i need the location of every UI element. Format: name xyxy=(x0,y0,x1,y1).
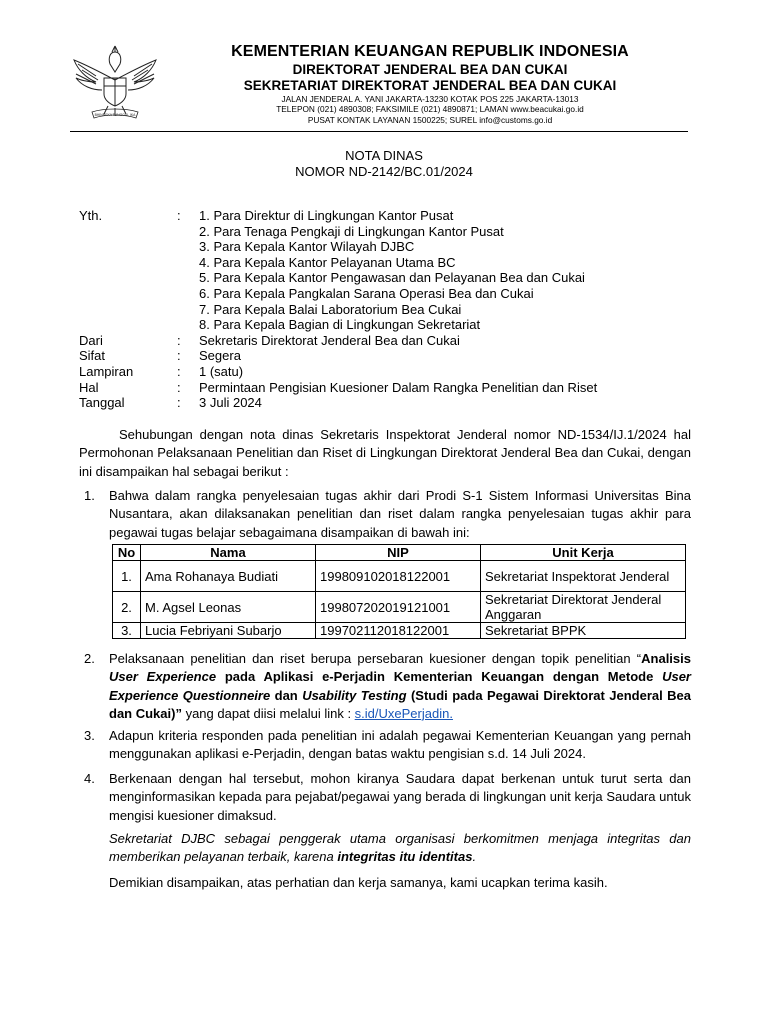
recipient-item: 2. Para Tenaga Pengkaji di Lingkungan Kantor Pusat xyxy=(199,223,504,239)
meta-row-lampiran: Lampiran : 1 (satu) xyxy=(79,363,244,379)
list-item-1: 1. Bahwa dalam rangka penyelesaian tugas akhir dari Prodi S-1 Sistem Informasi Universitas Bina Nusantara, akan dilaksanakan penelitian dan riset dalam rangka penyelesaian tugas akhir para pegawai tugas belajar sebagaimana disampaikan di bawah ini: xyxy=(84,488,691,540)
motto-paragraph: Sekretariat DJBC sebagai penggerak utama organisasi berkomitmen menjaga integritas dan memberikan pelayanan terbaik, karena integritas itu identitas. xyxy=(109,831,691,865)
phone-info: TELEPON (021) 4890308; FAKSIMILE (021) 4890871; LAMAN www.beacukai.go.id xyxy=(276,104,584,115)
table-header-row xyxy=(113,545,686,561)
list-item-4: 4. Berkenaan dengan hal tersebut, mohon kiranya Saudara dapat berkenan untuk turut serta dan menginformasikan kepada para pejabat/pegawai yang berada di lingkungan unit kerja Saudara untuk mengisi kuesioner dimaksud. xyxy=(84,771,691,823)
questionnaire-link[interactable]: s.id/UxePerjadin. xyxy=(354,705,453,721)
svg-text:BHINNEKA TUNGGAL IKA: BHINNEKA TUNGGAL IKA xyxy=(94,113,136,117)
directorate-name: DIREKTORAT JENDERAL BEA DAN CUKAI xyxy=(292,62,568,77)
col-header-nip: NIP xyxy=(316,545,481,561)
recipient-item: 3. Para Kepala Kantor Wilayah DJBC xyxy=(199,239,415,255)
secretariat-name: SEKRETARIAT DIREKTORAT JENDERAL BEA DAN CUKAI xyxy=(243,78,617,93)
recipient-list xyxy=(199,208,699,333)
meta-row-yth: Yth. : 1. Para Direktur di Lingkungan Kantor Pusat 2. Para Tenaga Pengkaji di Lingkungan Kantor Pusat 3. Para Kepala Kantor Wilayah DJBC 4. Para Kepala Kantor Pelayanan Utama BC 5. Para Kepala Kantor Pengawasan dan Pelayanan Bea dan Cukai 6. Para Kepala Pangkalan Sarana Operasi Bea dan Cukai 7. Para Kepala Balai Laboratorium Bea Cukai 8. Para Kepala Bagian di Lingkungan Sekretariat xyxy=(79,208,699,333)
address: JALAN JENDERAL A. YANI JAKARTA-13230 KOTAK POS 225 JAKARTA-13013 xyxy=(281,94,579,104)
meta-row-dari: Dari : Sekretaris Direktorat Jenderal Bea dan Cukai xyxy=(79,332,460,348)
ministry-name: KEMENTERIAN KEUANGAN REPUBLIK INDONESIA xyxy=(231,43,629,60)
nota-title: NOTA DINAS xyxy=(345,148,423,163)
letterhead xyxy=(170,42,690,125)
meta-row-sifat: Sifat : Segera xyxy=(79,348,241,364)
recipient-item: 6. Para Kepala Pangkalan Sarana Operasi Bea dan Cukai xyxy=(199,285,534,301)
table-row: 2. M. Agsel Leonas 199807202019121001 Sekretariat Direktorat Jenderal Anggaran xyxy=(113,592,686,623)
list-item-2: 2. Pelaksanaan penelitian dan riset berupa persebaran kuesioner dengan topik penelitian “Analisis User Experience pada Aplikasi e-Perjadin Kementerian Keuangan dengan Metode User Experience Questionneire dan Usability Testing (Studi pada Pegawai Direktorat Jenderal Bea dan Cukai)” yang dapat diisi melalui link : s.id/UxePerjadin. xyxy=(84,651,692,721)
recipient-item: 1. Para Direktur di Lingkungan Kantor Pusat xyxy=(199,208,454,223)
recipient-item: 7. Para Kepala Balai Laboratorium Bea Cukai xyxy=(199,301,462,317)
recipient-item: 5. Para Kepala Kantor Pengawasan dan Pelayanan Bea dan Cukai xyxy=(199,270,585,286)
contact-info: PUSAT KONTAK LAYANAN 1500225; SUREL info@customs.go.id xyxy=(307,114,553,125)
letterhead-divider xyxy=(70,131,688,132)
list-item-3: 3. Adapun kriteria responden pada penelitian ini adalah pegawai Kementerian Keuangan yang pernah menggunakan aplikasi e-Perjadin, dengan batas waktu pengisian s.d. 14 Juli 2024. xyxy=(84,728,691,762)
intro-paragraph: Sehubungan dengan nota dinas Sekretaris Inspektorat Jenderal nomor ND-1534/IJ.1/2024 hal Permohonan Pelaksanaan Penelitian dan Riset di Lingkungan Direktorat Jenderal Bea dan Cukai, dengan ini disampaikan hal sebagai berikut : xyxy=(79,427,691,479)
col-header-nama: Nama xyxy=(141,545,316,561)
nota-number: NOMOR ND-2142/BC.01/2024 xyxy=(295,164,473,179)
meta-row-hal: Hal : Permintaan Pengisian Kuesioner Dalam Rangka Penelitian dan Riset xyxy=(79,379,598,395)
garuda-emblem-icon xyxy=(70,42,160,124)
recipient-item: 8. Para Kepala Bagian di Lingkungan Sekretariat xyxy=(199,317,481,333)
col-header-unit: Unit Kerja xyxy=(481,545,686,561)
table-row: 1. Ama Rohanaya Budiati 199809102018122001 Sekretariat Inspektorat Jenderal xyxy=(113,561,686,592)
researcher-table xyxy=(112,544,686,639)
col-header-no: No xyxy=(113,545,141,561)
meta-row-tanggal: Tanggal : 3 Juli 2024 xyxy=(79,395,262,411)
recipient-item: 4. Para Kepala Kantor Pelayanan Utama BC xyxy=(199,254,456,270)
closing-paragraph: Demikian disampaikan, atas perhatian dan kerja samanya, kami ucapkan terima kasih. xyxy=(109,875,608,890)
memo-meta xyxy=(79,208,699,411)
table-row: 3. Lucia Febriyani Subarjo 199702112018122001 Sekretariat BPPK xyxy=(113,623,686,639)
